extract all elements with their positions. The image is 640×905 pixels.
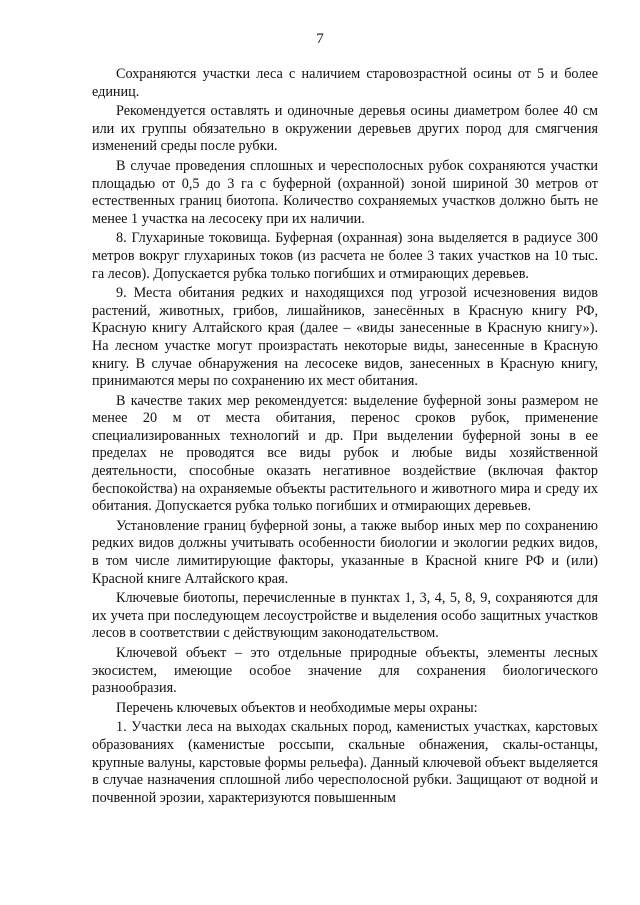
paragraph: Рекомендуется оставлять и одиночные деревья осины диаметром более 40 см или их группы обязательно в окружении деревьев других пород для смягчения изменений среды после рубки. [92,103,598,155]
paragraph: Перечень ключевых объектов и необходимые меры охраны: [116,699,478,716]
paragraph: В качестве таких мер рекомендуется: выделение буферной зоны размером не менее 20 м от места обитания, перенос сроков рубок, применение специализированных технологий и др. При выделении буферной зоны в ее пределах не проводятся все виды рубок и любые виды хозяйственной деятельности, способные оказать негативное воздействие (включая фактор беспокойства) на охраняемые объекты растительного и животного мира и среду их обитания. Допускается рубка только погибших и отмирающих деревьев. [92,392,598,515]
paragraph: 8. Глухариные токовища. Буферная (охранная) зона выделяется в радиусе 300 метров вокруг глухариных токов (из расчета не более 3 таких участков на 10 тыс. га лесов). Допускается рубка только погибших и отмирающих деревьев. [92,230,598,282]
page-number: 7 [316,31,324,47]
paragraph: Сохраняются участки леса с наличием старовозрастной осины от 5 и более единиц. [92,66,598,100]
paragraph: Ключевой объект – это отдельные природные объекты, элементы лесных экосистем, имеющие особое значение для сохранения биологического разнообразия. [92,645,598,697]
body-text [92,66,598,809]
paragraph: Установление границ буферной зоны, а также выбор иных мер по сохранению редких видов должны учитывать особенности биологии и экологии редких видов, в том числе лимитирующие факторы, указанные в Красной книге РФ и (или) Красной книге Алтайского края. [92,517,598,587]
paragraph: 9. Места обитания редких и находящихся под угрозой исчезновения видов растений, животных, грибов, лишайников, занесённых в Красную книгу РФ, Красную книгу Алтайского края (далее – «виды занесенные в Красную книгу»). На лесном участке могут произрастать некоторые виды, занесенные в Красную книгу. В случае обнаружения на лесосеке видов, занесенных в Красную книгу, принимаются меры по сохранению их мест обитания. [92,285,598,390]
paragraph: В случае проведения сплошных и чересполосных рубок сохраняются участки площадью от 0,5 до 3 га с буферной (охранной) зоной шириной 30 метров от естественных границ биотопа. Количество сохраняемых участков должно быть не менее 1 участка на лесосеку при их наличии. [92,157,598,227]
paragraph: Ключевые биотопы, перечисленные в пунктах 1, 3, 4, 5, 8, 9, сохраняются для их учета при последующем лесоустройстве и выделения особо защитных участков лесов в соответствии с действующим законодательством. [92,590,598,642]
paragraph: 1. Участки леса на выходах скальных пород, каменистых участках, карстовых образованиях (каменистые россыпи, скальные обнажения, скалы-останцы, крупные валуны, карстовые формы рельефа). Данный ключевой объект выделяется в случае назначения сплошной либо чересполосной рубки. Защищают от водной и почвенной эрозии, характеризуются повышенным [92,719,598,806]
